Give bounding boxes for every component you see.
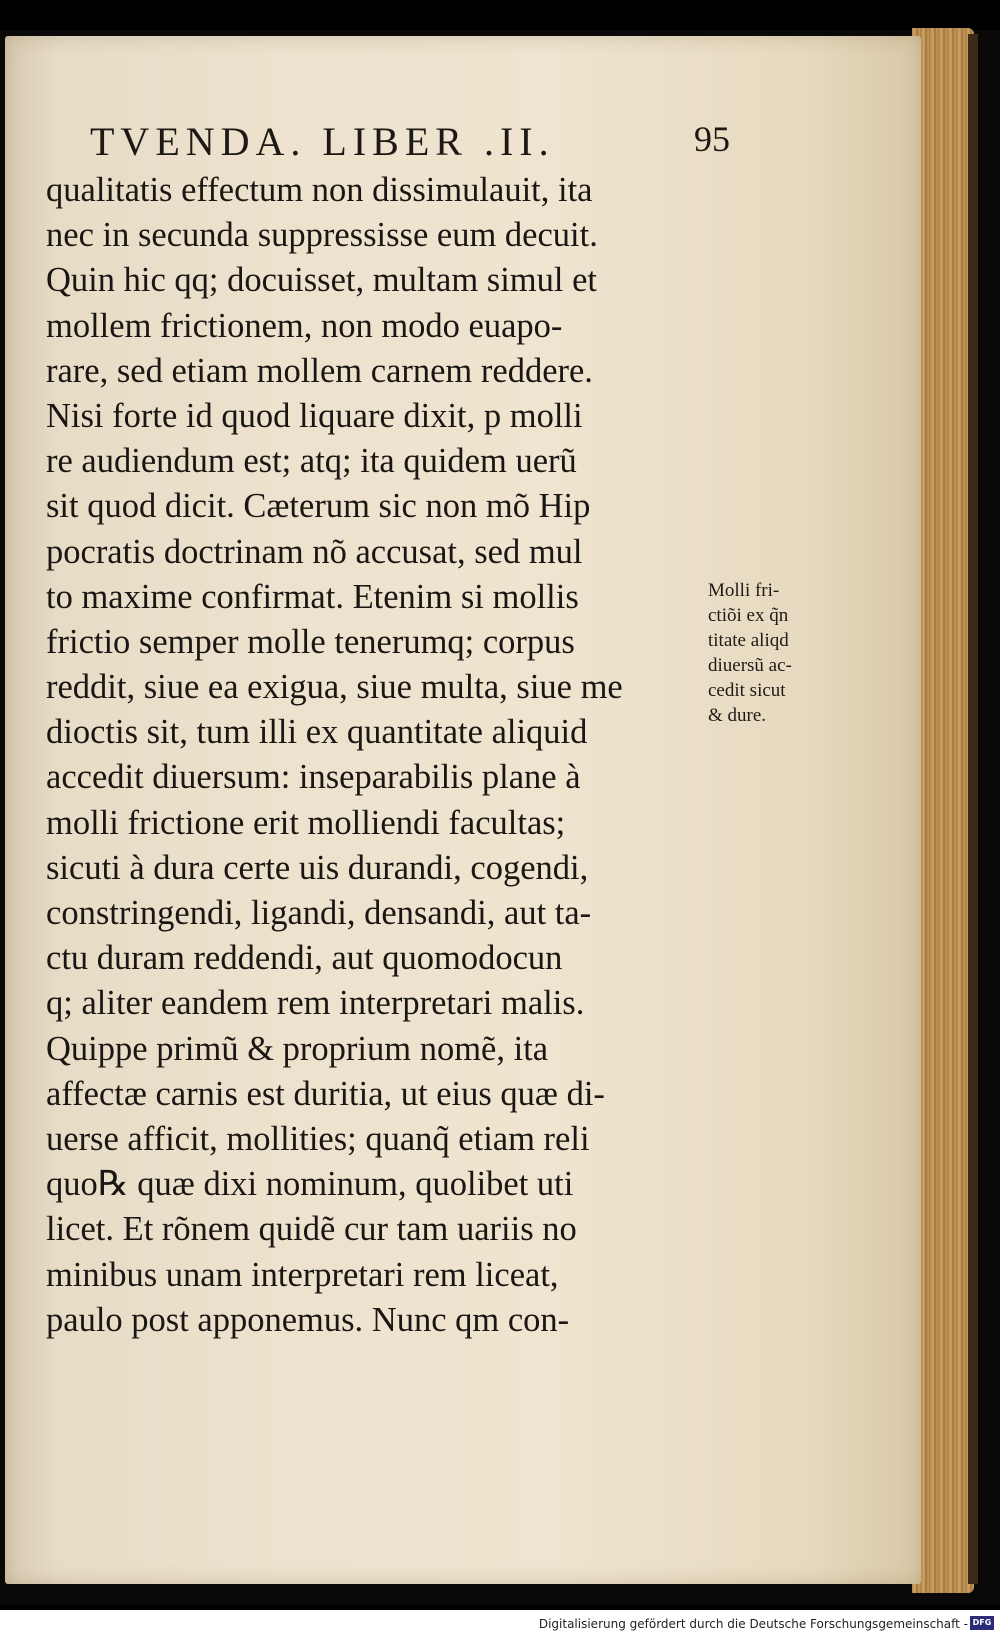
text-line: molli frictione erit molliendi facultas; <box>46 803 566 842</box>
marginal-note-line: titate aliqd <box>708 630 789 651</box>
text-line: paulo post apponemus. Nunc qm con- <box>46 1300 570 1339</box>
dfg-logo: DFG <box>970 1616 994 1630</box>
text-line: Quippe primũ & proprium nomẽ, ita <box>46 1029 549 1068</box>
text-line: sit quod dicit. Cæterum sic non mõ Hip <box>46 487 591 526</box>
text-line: reddit, siue ea exigua, siue multa, siue me <box>46 668 623 707</box>
text-line: uerse afficit, mollities; quanq̃ etiam reli <box>46 1119 590 1158</box>
text-line: accedit diuersum: inseparabilis plane à <box>46 758 581 797</box>
page-number: 95 <box>694 119 730 159</box>
text-line: ctu duram reddendi, aut quomodocun <box>46 939 563 978</box>
text-line: affectæ carnis est duritia, ut eius quæ di- <box>46 1074 605 1113</box>
page-header <box>90 118 730 166</box>
text-line: re audiendum est; atq; ita quidem uerũ <box>46 442 577 481</box>
text-line: frictio semper molle tenerumq; corpus <box>46 622 575 661</box>
running-head: TVENDA. LIBER .II. <box>90 119 555 164</box>
text-line: rare, sed etiam mollem carnem reddere. <box>46 351 593 390</box>
marginal-note-line: ctiõi ex q̃n <box>708 605 789 626</box>
text-line: pocratis doctrinam nõ accusat, sed mul <box>46 532 583 571</box>
marginal-note-line: diuersũ ac- <box>708 655 792 676</box>
text-line: nec in secunda suppressisse eum decuit. <box>46 216 598 255</box>
text-line: q; aliter eandem rem interpretari malis. <box>46 984 585 1023</box>
text-line: licet. Et rõnem quidẽ cur tam uariis no <box>46 1210 577 1249</box>
book-fore-edge <box>912 28 974 1593</box>
text-line: Quin hic qq; docuisset, multam simul et <box>46 261 597 300</box>
marginal-note-line: cedit sicut <box>708 680 786 701</box>
text-line: constringendi, ligandi, densandi, aut ta- <box>46 894 592 932</box>
text-line: minibus unam interpretari rem liceat, <box>46 1255 559 1294</box>
text-line: to maxime confirmat. Etenim si mollis <box>46 577 579 616</box>
main-text-block <box>46 168 706 1343</box>
text-line: quo℞ quæ dixi nominum, quolibet uti <box>46 1165 574 1204</box>
marginal-note-line: & dure. <box>708 705 767 726</box>
marginal-note-line: Molli fri- <box>708 580 780 601</box>
text-line: sicuti à dura certe uis durandi, cogendi, <box>46 848 589 887</box>
book-edge-shadow <box>968 34 978 1584</box>
digitization-credit: Digitalisierung gefördert durch die Deutsche Forschungsgemeinschaft - <box>538 1617 968 1631</box>
text-line: mollem frictionem, non modo euapo- <box>46 306 563 345</box>
marginal-note <box>708 578 848 728</box>
text-line: dioctis sit, tum illi ex quantitate aliquid <box>46 713 588 752</box>
text-line: qualitatis effectum non dissimulauit, ita <box>46 171 593 209</box>
text-line: Nisi forte id quod liquare dixit, p molli <box>46 396 583 435</box>
